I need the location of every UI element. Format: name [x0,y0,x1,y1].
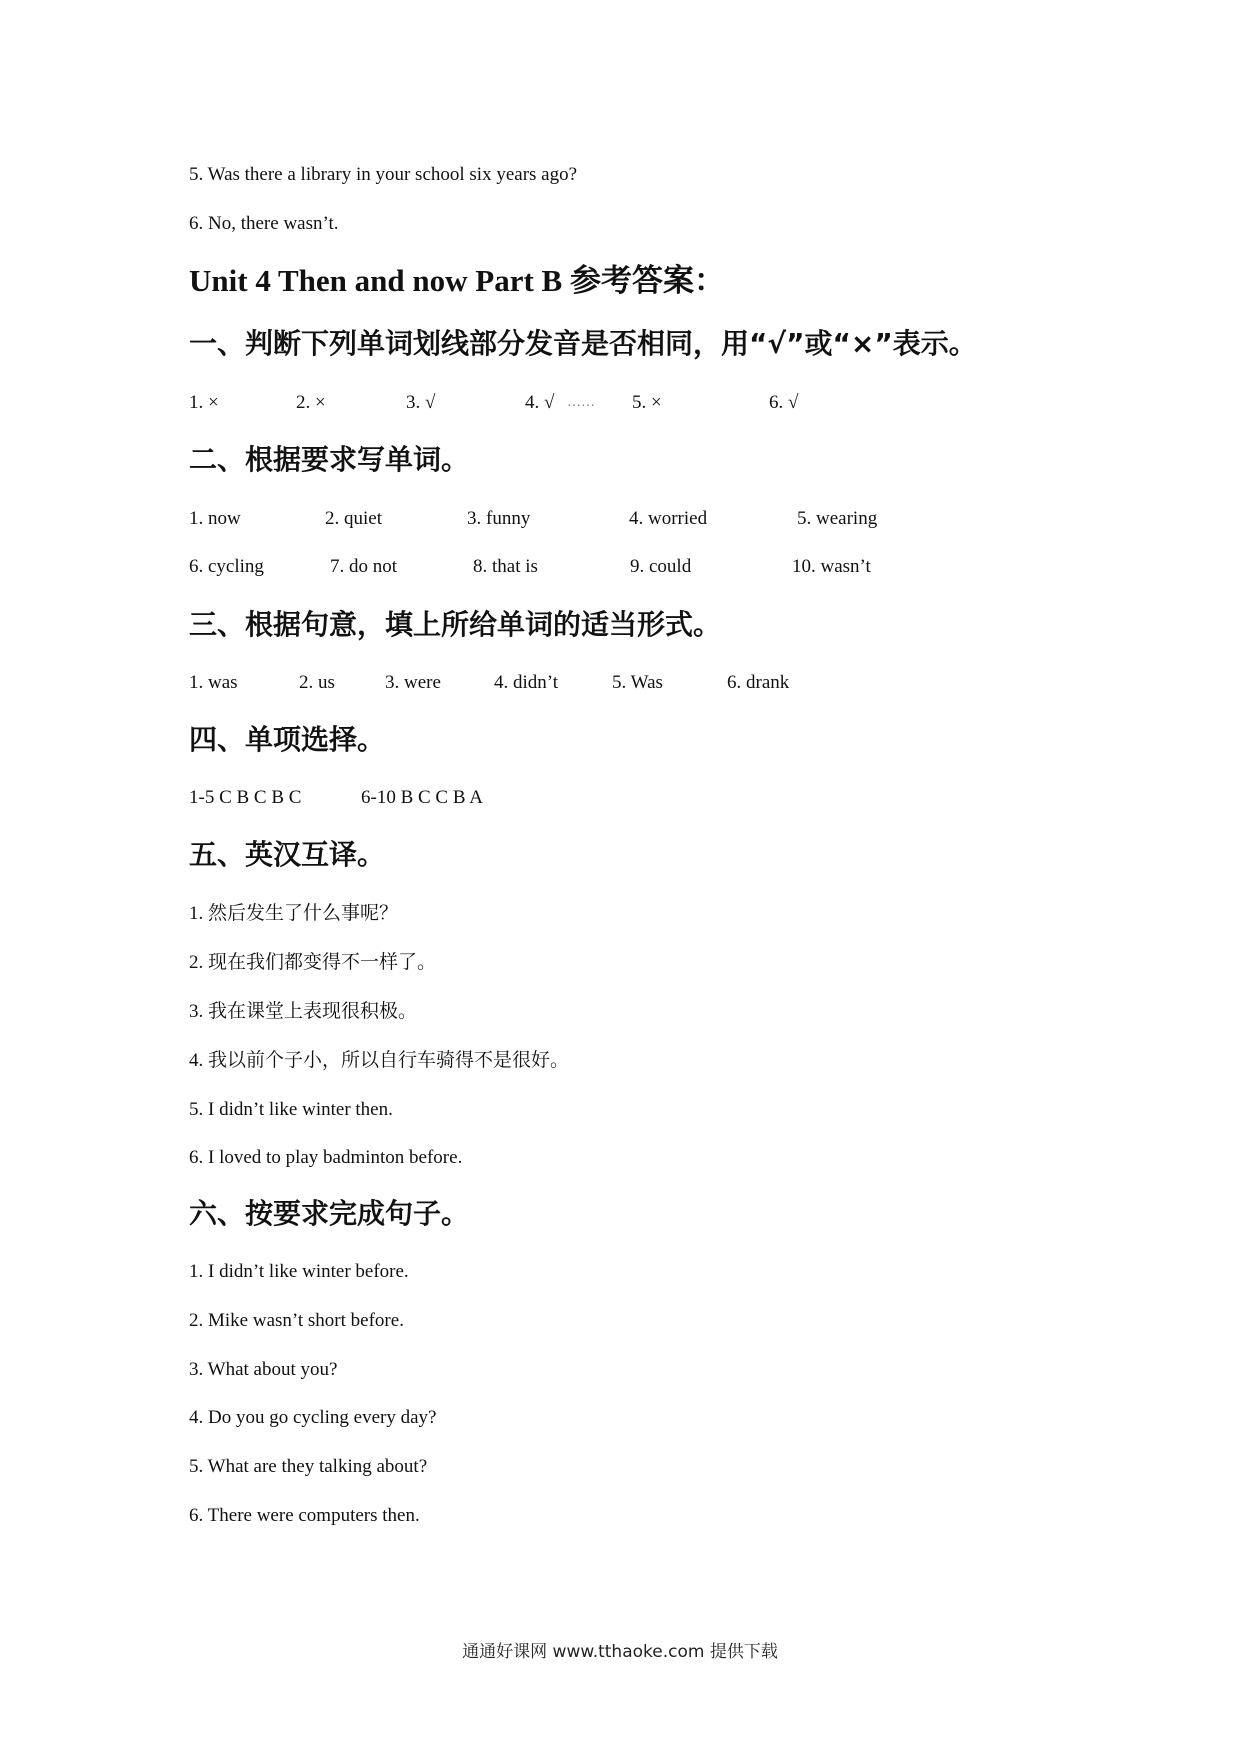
s4-answer-1: 1-5 C B C B C [189,787,302,808]
s6-line-3: 3. What about you? [189,1359,338,1380]
s2-word-7: 7. do not [330,556,398,577]
s6-line-5: 5. What are they talking about? [189,1456,428,1477]
section4-answers [189,786,1089,810]
section3-answers [189,671,1089,695]
s2-word-3: 3. funny [467,508,531,529]
s5-line-1: 1. 然后发生了什么事呢？ [189,903,399,924]
page-title: Unit 4 Then and now Part B 参考答案： [189,263,725,298]
section1-answers [189,391,1089,415]
s3-answer-4: 4. didn’t [494,672,559,693]
section6-heading: 六、按要求完成句子。 [189,1197,470,1230]
section1-heading: 一、判断下列单词划线部分发音是否相同，用“√”或“×”表示。 [189,327,977,360]
s3-answer-3: 3. were [385,672,441,693]
s5-line-4: 4. 我以前个子小，所以自行车骑得不是很好。 [189,1050,570,1071]
s2-word-5: 5. wearing [797,508,878,529]
s2-word-8: 8. that is [473,556,538,577]
section2-row2 [189,555,1089,579]
s2-word-1: 1. now [189,508,241,529]
footer-watermark: 通通好课网 www.tthaoke.com 提供下载 [462,1642,778,1662]
s6-line-4: 4. Do you go cycling every day? [189,1407,437,1428]
section3-heading: 三、根据句意，填上所给单词的适当形式。 [189,608,722,641]
s6-line-6: 6. There were computers then. [189,1505,420,1526]
s1-answer-1: 1. × [189,392,219,413]
s3-answer-2: 2. us [299,672,335,693]
section2-heading: 二、根据要求写单词。 [189,443,470,476]
s2-word-10: 10. wasn’t [792,556,871,577]
s1-answer-2: 2. × [296,392,326,413]
s5-line-6: 6. I loved to play badminton before. [189,1147,463,1168]
s4-answer-2: 6-10 B C C B A [361,787,483,808]
section2-row1 [189,507,1089,531]
s1-dots: …… [567,395,595,410]
s2-word-2: 2. quiet [325,508,382,529]
s2-word-9: 9. could [630,556,692,577]
s1-answer-3: 3. √ [406,392,436,413]
s1-answer-5: 5. × [632,392,662,413]
s6-line-2: 2. Mike wasn’t short before. [189,1310,404,1331]
section5-heading: 五、英汉互译。 [189,838,386,871]
s5-line-2: 2. 现在我们都变得不一样了。 [189,952,437,973]
s1-answer-6: 6. √ [769,392,799,413]
s3-answer-5: 5. Was [612,672,663,693]
top-line-5: 5. Was there a library in your school six years ago? [189,164,578,185]
s5-line-5: 5. I didn’t like winter then. [189,1099,393,1120]
s5-line-3: 3. 我在课堂上表现很积极。 [189,1001,418,1022]
s2-word-6: 6. cycling [189,556,264,577]
s2-word-4: 4. worried [629,508,708,529]
top-line-6: 6. No, there wasn’t. [189,213,339,234]
s1-answer-4: 4. √ [525,392,555,413]
section4-heading: 四、单项选择。 [189,723,386,756]
s6-line-1: 1. I didn’t like winter before. [189,1261,409,1282]
s3-answer-1: 1. was [189,672,238,693]
s3-answer-6: 6. drank [727,672,790,693]
